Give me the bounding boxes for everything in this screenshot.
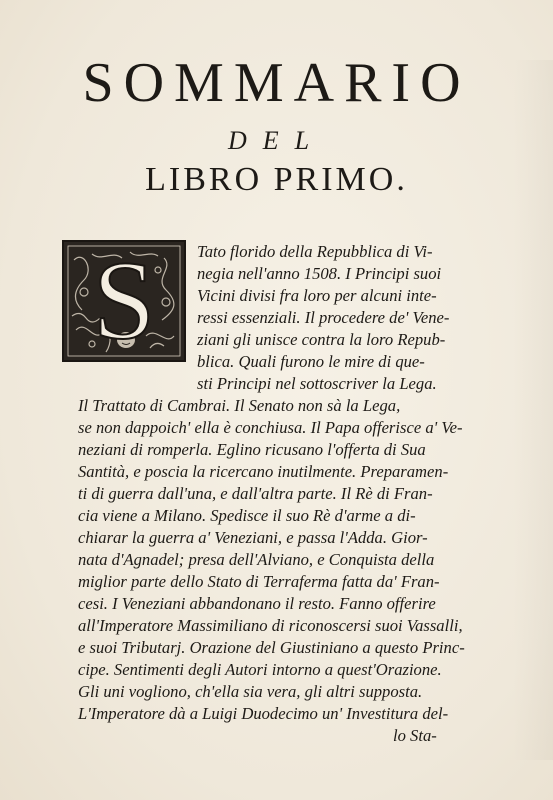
text-line: Il Trattato di Cambrai. Il Senato non sà la Lega, <box>78 396 401 415</box>
text-line: e suoi Tributarj. Orazione del Giustiniano a questo Princ- <box>78 638 465 657</box>
text-line: Santità, e poscia la ricercano inutilmente. Preparamen- <box>78 462 449 481</box>
text-line: se non dappoich' ella è conchiusa. Il Papa offerisce a' Ve- <box>78 418 463 437</box>
text-line: neziani di romperla. Eglino ricusano l'offerta di Sua <box>78 440 426 459</box>
title-del: DEL <box>227 126 326 155</box>
title-libro-primo: LIBRO PRIMO. <box>145 161 408 198</box>
text-line: nata d'Agnadel; presa dell'Alviano, e Conquista della <box>78 550 435 569</box>
title-sommario: SOMMARIO <box>82 52 471 114</box>
text-line: sti Principi nel sottoscriver la Lega. <box>197 374 437 393</box>
ornamental-initial-s-icon <box>62 240 186 362</box>
text-line: cesi. I Veneziani abbandonano il resto. Fanno offerire <box>78 594 436 613</box>
text-line: negia nell'anno 1508. I Principi suoi <box>197 264 442 283</box>
drop-cap-letter: S <box>92 240 156 362</box>
text-line: all'Imperatore Massimiliano di riconoscersi suoi Vassalli, <box>78 616 463 635</box>
text-line: L'Imperatore dà a Luigi Duodecimo un' Investitura del- <box>78 704 449 723</box>
catchword: lo Sta- <box>393 726 437 745</box>
text-line: Gli uni vogliono, ch'ella sia vera, gli altri supposta. <box>78 682 423 701</box>
text-line: chiarar la guerra a' Veneziani, e passa l'Adda. Gior- <box>78 528 428 547</box>
text-line: cipe. Sentimenti degli Autori intorno a quest'Orazione. <box>78 660 442 679</box>
text-line: blica. Quali furono le mire di que- <box>197 352 425 371</box>
text-line: ziani gli unisce contra la loro Repub- <box>197 330 446 349</box>
text-line: Tato florido della Repubblica di Vi- <box>197 242 433 261</box>
text-line: ressi essenziali. Il procedere de' Vene- <box>197 308 450 327</box>
text-line: ti di guerra dall'una, e dall'altra parte. Il Rè di Fran- <box>78 484 433 503</box>
text-line: Vicini divisi fra loro per alcuni inte- <box>197 286 437 305</box>
text-line: cia viene a Milano. Spedisce il suo Rè d'arme a di- <box>78 506 416 525</box>
text-line: miglior parte dello Stato di Terraferma fatta da' Fran- <box>78 572 440 591</box>
